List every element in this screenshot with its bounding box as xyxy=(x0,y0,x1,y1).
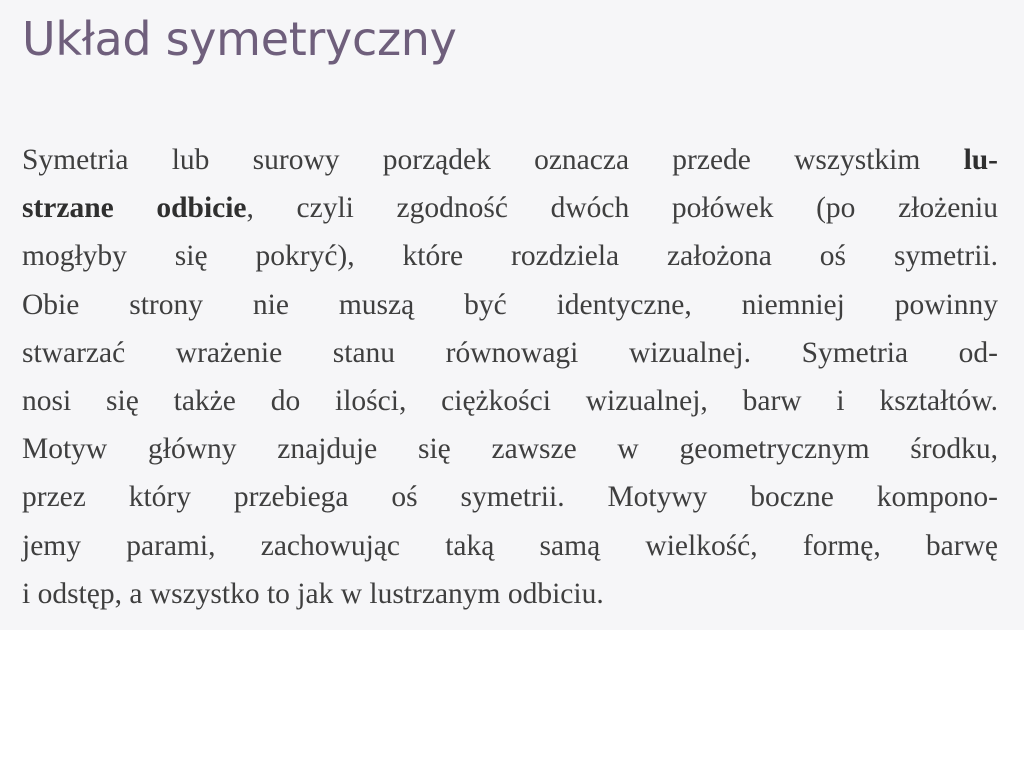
text-line xyxy=(22,232,998,280)
line-text: przez który przebiega oś symetrii. Motywy boczne kompono- xyxy=(22,481,998,514)
line-text: stwarzać wrażenie stanu równowagi wizualnej. Symetria od- xyxy=(22,336,998,369)
body-paragraph xyxy=(22,136,998,618)
text-line xyxy=(22,473,998,521)
text-line xyxy=(22,425,998,473)
text-line xyxy=(22,377,998,425)
text-line xyxy=(22,522,998,570)
line-text: nosi się także do ilości, ciężkości wizualnej, barw i kształtów. xyxy=(22,385,998,418)
line-text: Symetria lub surowy porządek oznacza przede wszystkim xyxy=(22,144,964,176)
emphasis-text: lu- xyxy=(963,144,998,176)
text-line xyxy=(22,136,998,184)
line-text: Obie strony nie muszą być identyczne, niemniej powinny xyxy=(22,288,998,321)
line-text: Motyw główny znajduje się zawsze w geometrycznym środku, xyxy=(22,433,998,466)
text-line xyxy=(22,281,998,329)
page-title: Układ symetryczny xyxy=(22,12,457,66)
line-text: , czyli zgodność dwóch połówek (po złożeniu xyxy=(246,192,998,225)
text-line xyxy=(22,184,998,232)
text-line xyxy=(22,570,998,618)
line-text: jemy parami, zachowując taką samą wielkość, formę, barwę xyxy=(22,529,998,562)
emphasis-text: strzane odbicie xyxy=(22,192,247,225)
line-text: i odstęp, a wszystko to jak w lustrzanym odbiciu. xyxy=(22,577,604,610)
blank-area xyxy=(0,630,1024,767)
line-text: mogłyby się pokryć), które rozdziela założona oś symetrii. xyxy=(22,240,998,273)
text-line xyxy=(22,329,998,377)
